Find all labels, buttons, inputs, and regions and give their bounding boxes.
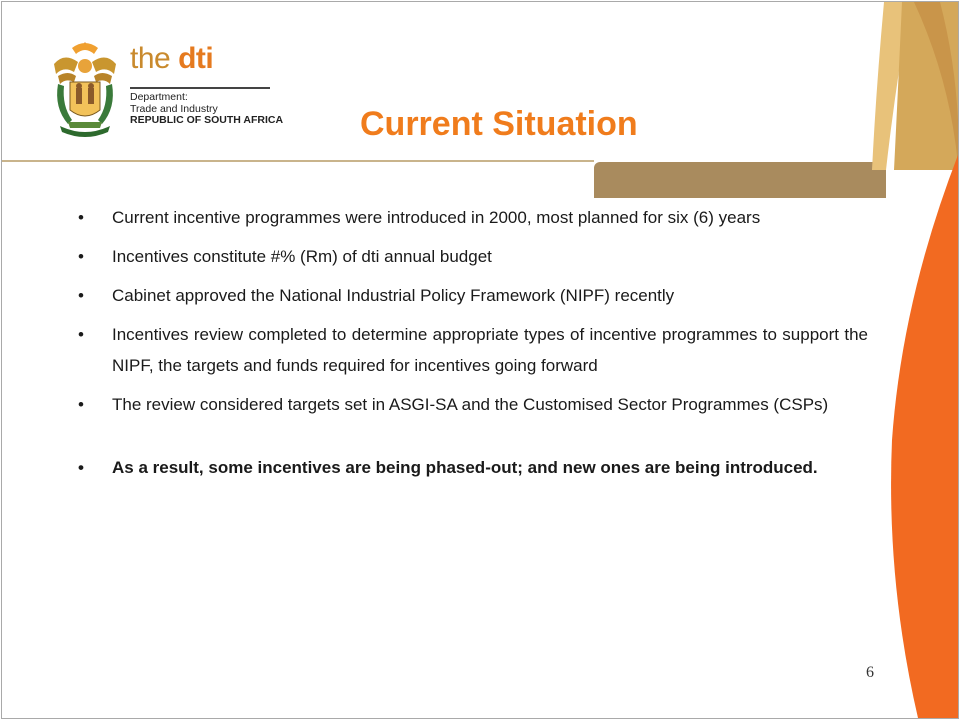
bullet-text: Incentives constitute #% (Rm) of dti annual budget (112, 247, 492, 266)
dept-line-2: Trade and Industry (130, 102, 218, 115)
bullet-marker: • (78, 325, 84, 344)
brand-the: the (130, 42, 171, 75)
bullet-text: The review considered targets set in ASGI-SA and the Customised Sector Programmes (CSPs) (112, 395, 829, 414)
bullet-text: Incentives review completed to determine appropriate types of incentive programmes to support the NIPF, the targets and funds required for incentives going forward (112, 325, 868, 375)
bullet-text: Current incentive programmes were introduced in 2000, most planned for six (6) years (112, 208, 761, 227)
bullet-marker: • (78, 208, 84, 227)
slide-title: Current Situation (360, 105, 638, 143)
dept-line-3: REPUBLIC OF SOUTH AFRICA (130, 114, 284, 126)
page-number: 6 (866, 664, 874, 681)
dept-line-1: Department: (130, 91, 188, 103)
bullet-text: Cabinet approved the National Industrial Policy Framework (NIPF) recently (112, 286, 675, 305)
bullet-marker: • (78, 286, 84, 305)
bullet-marker: • (78, 395, 84, 414)
bullet-marker: • (78, 458, 84, 477)
brand-dti: dti (178, 42, 214, 75)
bullet-marker: • (78, 247, 84, 266)
bullet-text: As a result, some incentives are being phased-out; and new ones are being introduced. (112, 458, 818, 477)
